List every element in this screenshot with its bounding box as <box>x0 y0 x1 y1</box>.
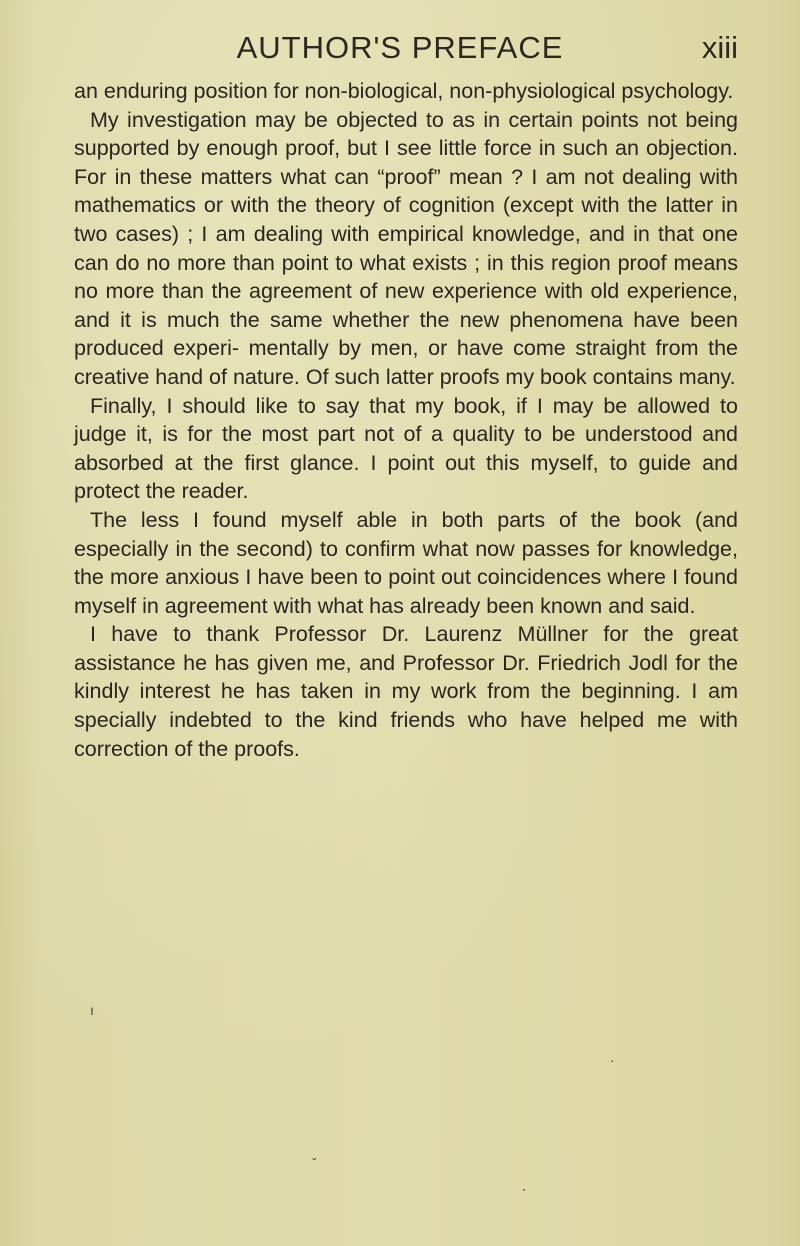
paragraph: The less I found myself able in both parts of the book (and especially in the second) to confirm what now passes for knowledge, the more anxious I have been to point out coincidences where I found myself in agreement with what has already been known and said. <box>74 507 738 618</box>
paper-speck: ˇ <box>312 1155 317 1171</box>
paragraph: Finally, I should like to say that my book, if I may be allowed to judge it, is for the most part not of a quality to be understood and absorbed at the first glance. I point out this myself, to guide and protect the reader. <box>74 393 738 504</box>
paper-speck: · <box>610 1052 615 1068</box>
paper-speck: ı <box>90 1002 94 1018</box>
paper-speck: ˎ <box>522 1175 527 1191</box>
running-head <box>0 30 800 74</box>
paragraph: I have to thank Professor Dr. Laurenz Müllner for the great assistance he has given me, and Professor Dr. Friedrich Jodl for the kindly interest he has taken in my work from the beginning. I am specially indebted to the kind friends who have helped me with correction of the proofs. <box>74 622 738 761</box>
body-text <box>74 77 738 763</box>
page-number: xiii <box>701 30 738 65</box>
paragraph: My investigation may be objected to as in certain points not being supported by enough proof, but I see little force in such an objection. For in these matters what can “proof” mean ? I am not dealing with mathematics or with the theory of cognition (except with the latter in two cases) ; I am dealing with empirical knowledge, and in that one can do no more than point to what exists ; in this region proof means no more than the agreement of new experience with old experience, and it is much the same whether the new phenomena have been produced experi- mentally by men, or have come straight from the creative hand of nature. Of such latter proofs my book contains many. <box>74 107 738 389</box>
paragraph: an enduring position for non-biological, non-physiological psychology. <box>74 79 734 103</box>
page-title: AUTHOR'S PREFACE <box>236 30 564 65</box>
